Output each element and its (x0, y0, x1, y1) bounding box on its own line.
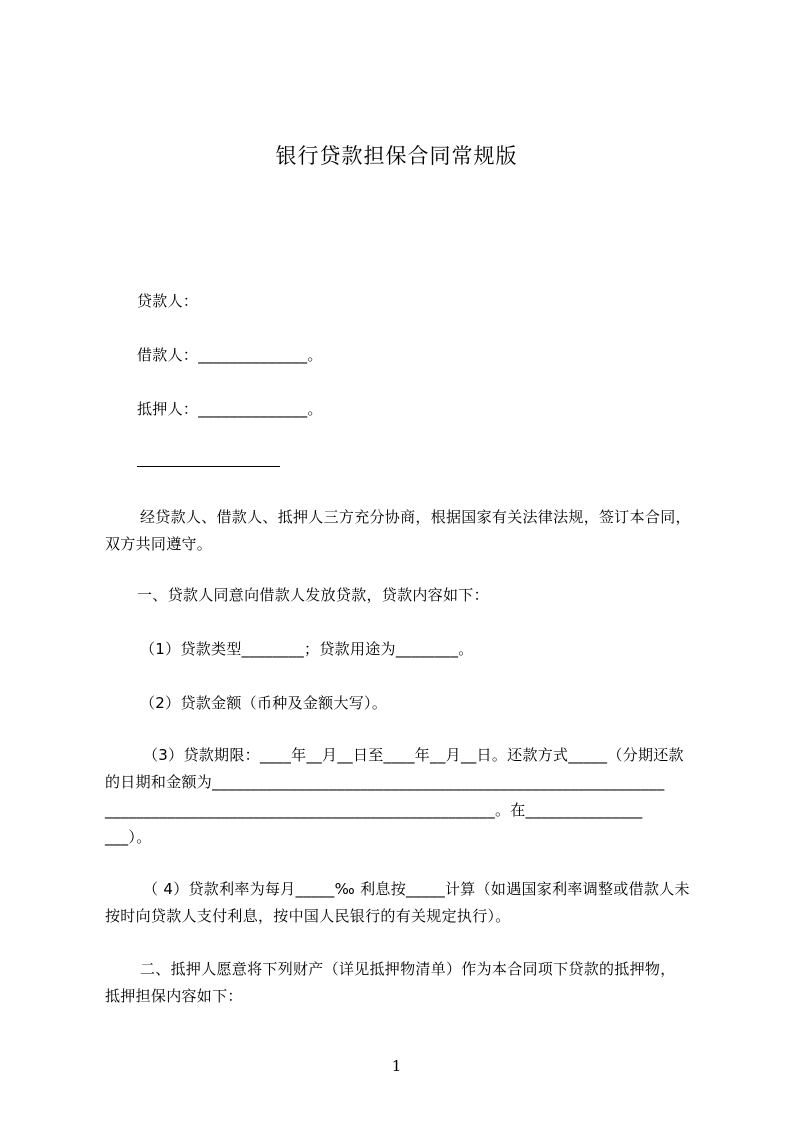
section-2-line-2: 抵押担保内容如下： (105, 987, 243, 1005)
clause-4-line-2: 按时向贷款人支付利息，按中国人民银行的有关规定执行）。 (105, 907, 511, 925)
clause-3-line-2: 的日期和金额为__________________________________________________________ (105, 773, 665, 791)
borrower-line: 借款人：______________。 (137, 346, 323, 364)
document-title: 银行贷款担保合同常规版 (275, 144, 518, 168)
clause-4-line-1: （ 4）贷款利率为每月_____‰ 利息按_____计算（如遇国家利率调整或借款人未 (143, 880, 690, 898)
clause-2-loan-amount: （2）贷款金额（币种及金额大写）。 (140, 694, 388, 712)
mortgagor-line: 抵押人：______________。 (137, 400, 323, 418)
intro-paragraph-line-2: 双方共同遵守。 (105, 535, 213, 553)
lender-line: 贷款人： (137, 292, 199, 310)
clause-3-line-3: __________________________________________________。在_______________ (105, 801, 643, 819)
section-2-line-1: 二、抵押人愿意将下列财产（详见抵押物清单）作为本合同项下贷款的抵押物， (140, 960, 676, 978)
clause-3-line-1: （3）贷款期限：____年__月__日至____年__月__日。还款方式_____（分期还款 (143, 746, 684, 764)
section-1-heading: 一、贷款人同意向借款人发放贷款，贷款内容如下： (137, 586, 489, 604)
intro-paragraph-line-1: 经贷款人、借款人、抵押人三方充分协商，根据国家有关法律法规，签订本合同， (140, 508, 691, 526)
signature-blank-line (137, 466, 280, 467)
page-number: 1 (391, 1057, 402, 1075)
clause-3-line-4: ___）。 (105, 828, 152, 846)
clause-1-loan-type: （1）贷款类型________；贷款用途为________。 (140, 640, 474, 658)
